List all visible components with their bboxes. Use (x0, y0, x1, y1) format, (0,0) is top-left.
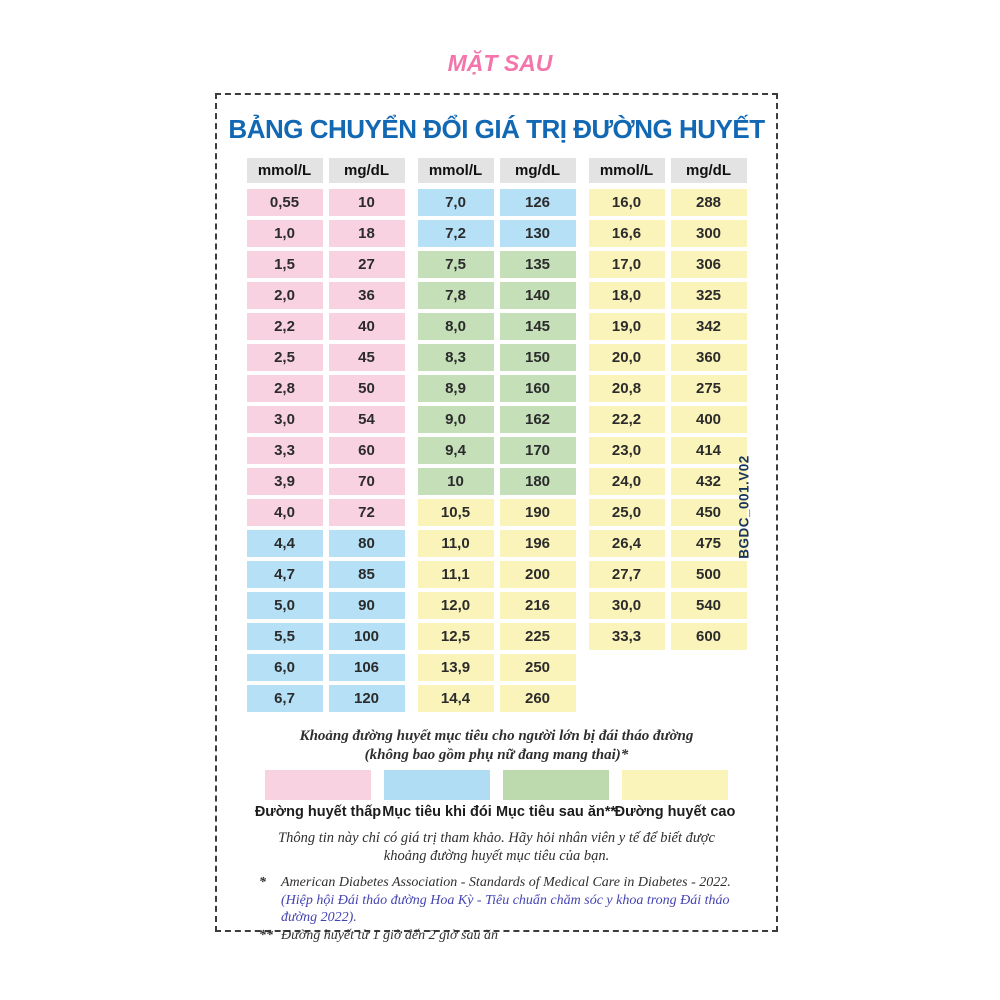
mgdl-cell: 400 (671, 406, 747, 433)
mmol-cell: 20,8 (589, 375, 665, 402)
footnote-ada-en: American Diabetes Association - Standards of Medical Care in Diabetes - 2022. (281, 875, 731, 890)
legend-caption-line2: (không bao gồm phụ nữ đang mang thai)* (364, 747, 629, 763)
unit-header: mmol/L (418, 158, 494, 183)
mmol-cell: 4,7 (247, 561, 323, 588)
mmol-cell: 16,0 (589, 189, 665, 216)
unit-header: mg/dL (500, 158, 576, 183)
footnote-postmeal-text: Đường huyết từ 1 giờ đến 2 giờ sau ăn (281, 927, 498, 943)
table-row (589, 375, 747, 402)
mgdl-cell: 145 (500, 313, 576, 340)
legend-item (495, 770, 617, 820)
table-row (589, 499, 747, 526)
mgdl-cell: 180 (500, 468, 576, 495)
footnote-ada-vi: (Hiệp hội Đái tháo đường Hoa Kỳ - Tiêu chuẩn chăm sóc y khoa trong Đái tháo đường 2022). (281, 892, 730, 925)
table-row (418, 561, 576, 588)
legend-item-label: Mục tiêu sau ăn** (495, 804, 617, 820)
mmol-cell: 7,8 (418, 282, 494, 309)
mgdl-cell: 500 (671, 561, 747, 588)
mgdl-cell: 54 (329, 406, 405, 433)
table-row (418, 468, 576, 495)
table-row (589, 251, 747, 278)
table-row (247, 344, 405, 371)
disclaimer-line1: Thông tin này chỉ có giá trị tham khảo. Hãy hỏi nhân viên y tế để biết được (278, 830, 715, 846)
mmol-cell: 17,0 (589, 251, 665, 278)
unit-header-row (589, 158, 747, 185)
legend (217, 770, 776, 820)
table-row (418, 282, 576, 309)
mgdl-cell: 150 (500, 344, 576, 371)
mmol-cell: 19,0 (589, 313, 665, 340)
table-row (247, 654, 405, 681)
mgdl-cell: 18 (329, 220, 405, 247)
table-row (247, 220, 405, 247)
mgdl-cell: 216 (500, 592, 576, 619)
unit-header-row (247, 158, 405, 185)
mmol-cell: 1,5 (247, 251, 323, 278)
mmol-cell: 25,0 (589, 499, 665, 526)
mmol-cell: 7,5 (418, 251, 494, 278)
table-row (247, 375, 405, 402)
mmol-cell: 10 (418, 468, 494, 495)
table-row (418, 685, 576, 712)
mmol-cell: 9,4 (418, 437, 494, 464)
legend-item-label: Đường huyết cao (614, 804, 736, 820)
mgdl-cell: 250 (500, 654, 576, 681)
mgdl-cell: 414 (671, 437, 747, 464)
mmol-cell: 20,0 (589, 344, 665, 371)
mgdl-cell: 306 (671, 251, 747, 278)
mmol-cell: 1,0 (247, 220, 323, 247)
mgdl-cell: 126 (500, 189, 576, 216)
disclaimer-line2: khoảng đường huyết mục tiêu của bạn. (383, 848, 610, 864)
mmol-cell: 12,0 (418, 592, 494, 619)
table-group-2 (418, 158, 576, 716)
mmol-cell: 8,9 (418, 375, 494, 402)
footnote-ada (259, 874, 746, 927)
footnote-marker: ** (259, 927, 273, 943)
legend-color-swatch (384, 770, 490, 800)
mgdl-cell: 450 (671, 499, 747, 526)
mgdl-cell: 432 (671, 468, 747, 495)
mgdl-cell: 200 (500, 561, 576, 588)
mgdl-cell: 45 (329, 344, 405, 371)
legend-color-swatch (265, 770, 371, 800)
table-row (247, 499, 405, 526)
table-row (589, 344, 747, 371)
table-row (247, 437, 405, 464)
conversion-card (215, 93, 778, 943)
mgdl-cell: 300 (671, 220, 747, 247)
legend-item (379, 770, 495, 820)
mmol-cell: 33,3 (589, 623, 665, 650)
mgdl-cell: 50 (329, 375, 405, 402)
mmol-cell: 3,0 (247, 406, 323, 433)
mmol-cell: 0,55 (247, 189, 323, 216)
mgdl-cell: 70 (329, 468, 405, 495)
mmol-cell: 13,9 (418, 654, 494, 681)
table-row (418, 313, 576, 340)
mmol-cell: 5,0 (247, 592, 323, 619)
table-row (247, 561, 405, 588)
legend-color-swatch (622, 770, 728, 800)
table-row (418, 592, 576, 619)
mgdl-cell: 130 (500, 220, 576, 247)
footnote-postmeal (259, 927, 746, 945)
mgdl-cell: 275 (671, 375, 747, 402)
table-row (589, 189, 747, 216)
mgdl-cell: 196 (500, 530, 576, 557)
mmol-cell: 9,0 (418, 406, 494, 433)
mmol-cell: 8,3 (418, 344, 494, 371)
mgdl-cell: 170 (500, 437, 576, 464)
table-row (247, 282, 405, 309)
mgdl-cell: 106 (329, 654, 405, 681)
mgdl-cell: 85 (329, 561, 405, 588)
mmol-cell: 11,1 (418, 561, 494, 588)
mmol-cell: 14,4 (418, 685, 494, 712)
table-row (589, 406, 747, 433)
table-row (418, 375, 576, 402)
mmol-cell: 8,0 (418, 313, 494, 340)
mmol-cell: 27,7 (589, 561, 665, 588)
mmol-cell: 7,0 (418, 189, 494, 216)
legend-caption-line1: Khoảng đường huyết mục tiêu cho người lớn bị đái tháo đường (299, 728, 694, 744)
mgdl-cell: 475 (671, 530, 747, 557)
mmol-cell: 3,3 (247, 437, 323, 464)
mmol-cell: 6,7 (247, 685, 323, 712)
unit-header: mmol/L (247, 158, 323, 183)
mmol-cell: 22,2 (589, 406, 665, 433)
mgdl-cell: 90 (329, 592, 405, 619)
page-side-label: MẶT SAU (447, 50, 553, 76)
table-row (247, 189, 405, 216)
mgdl-cell: 135 (500, 251, 576, 278)
mmol-cell: 7,2 (418, 220, 494, 247)
table-row (247, 623, 405, 650)
table-row (589, 530, 747, 557)
mmol-cell: 23,0 (589, 437, 665, 464)
table-row (247, 592, 405, 619)
table-row (418, 406, 576, 433)
table-row (247, 313, 405, 340)
table-row (418, 220, 576, 247)
conversion-table (217, 158, 776, 716)
table-row (247, 406, 405, 433)
legend-color-swatch (503, 770, 609, 800)
mgdl-cell: 60 (329, 437, 405, 464)
legend-item (614, 770, 736, 820)
unit-header: mg/dL (329, 158, 405, 183)
mgdl-cell: 140 (500, 282, 576, 309)
mgdl-cell: 100 (329, 623, 405, 650)
footnotes (259, 874, 746, 944)
mmol-cell: 5,5 (247, 623, 323, 650)
mmol-cell: 2,0 (247, 282, 323, 309)
table-row (247, 685, 405, 712)
table-row (418, 654, 576, 681)
mmol-cell: 4,0 (247, 499, 323, 526)
table-row (418, 251, 576, 278)
mgdl-cell: 36 (329, 282, 405, 309)
mgdl-cell: 120 (329, 685, 405, 712)
mgdl-cell: 80 (329, 530, 405, 557)
mmol-cell: 2,5 (247, 344, 323, 371)
card-title: BẢNG CHUYỂN ĐỔI GIÁ TRỊ ĐƯỜNG HUYẾT (228, 114, 765, 144)
mmol-cell: 11,0 (418, 530, 494, 557)
table-row (247, 530, 405, 557)
mmol-cell: 24,0 (589, 468, 665, 495)
mmol-cell: 2,2 (247, 313, 323, 340)
legend-caption (217, 727, 776, 765)
mgdl-cell: 162 (500, 406, 576, 433)
mgdl-cell: 27 (329, 251, 405, 278)
table-row (247, 251, 405, 278)
table-row (418, 623, 576, 650)
mgdl-cell: 288 (671, 189, 747, 216)
mgdl-cell: 10 (329, 189, 405, 216)
mgdl-cell: 40 (329, 313, 405, 340)
mmol-cell: 2,8 (247, 375, 323, 402)
mgdl-cell: 225 (500, 623, 576, 650)
legend-item-label: Mục tiêu khi đói (382, 804, 492, 820)
table-row (418, 530, 576, 557)
table-row (589, 437, 747, 464)
table-row (589, 623, 747, 650)
mmol-cell: 26,4 (589, 530, 665, 557)
table-group-3 (589, 158, 747, 654)
mgdl-cell: 360 (671, 344, 747, 371)
unit-header: mg/dL (671, 158, 747, 183)
document-code: BGDC_001.V02 (736, 455, 752, 559)
table-row (589, 561, 747, 588)
mmol-cell: 30,0 (589, 592, 665, 619)
mgdl-cell: 160 (500, 375, 576, 402)
mmol-cell: 12,5 (418, 623, 494, 650)
mmol-cell: 16,6 (589, 220, 665, 247)
unit-header: mmol/L (589, 158, 665, 183)
mgdl-cell: 600 (671, 623, 747, 650)
table-row (589, 468, 747, 495)
disclaimer (217, 829, 776, 865)
table-row (418, 189, 576, 216)
table-row (589, 220, 747, 247)
mmol-cell: 3,9 (247, 468, 323, 495)
legend-item-label: Đường huyết thấp (254, 804, 382, 820)
table-row (589, 282, 747, 309)
table-row (247, 468, 405, 495)
mgdl-cell: 540 (671, 592, 747, 619)
mgdl-cell: 325 (671, 282, 747, 309)
mmol-cell: 4,4 (247, 530, 323, 557)
table-group-1 (247, 158, 405, 716)
mgdl-cell: 342 (671, 313, 747, 340)
table-row (589, 592, 747, 619)
mgdl-cell: 72 (329, 499, 405, 526)
table-row (418, 344, 576, 371)
footnote-marker: * (259, 875, 266, 890)
mmol-cell: 10,5 (418, 499, 494, 526)
table-row (418, 437, 576, 464)
table-row (589, 313, 747, 340)
mgdl-cell: 190 (500, 499, 576, 526)
table-row (418, 499, 576, 526)
unit-header-row (418, 158, 576, 185)
mmol-cell: 18,0 (589, 282, 665, 309)
mmol-cell: 6,0 (247, 654, 323, 681)
mgdl-cell: 260 (500, 685, 576, 712)
legend-item (254, 770, 382, 820)
footnote-text (281, 874, 746, 927)
